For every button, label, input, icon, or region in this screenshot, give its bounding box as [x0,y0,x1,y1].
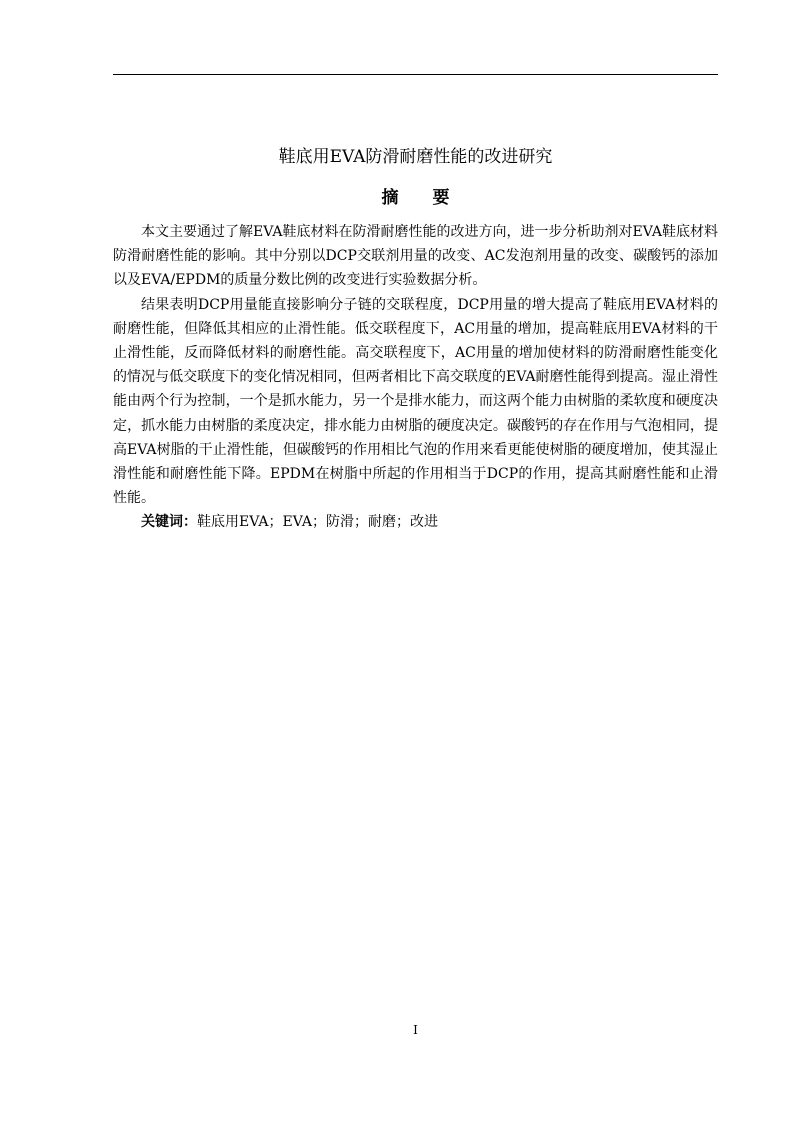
abstract-paragraph: 结果表明DCP用量能直接影响分子链的交联程度，DCP用量的增大提高了鞋底用EVA材料的耐磨性能，但降低其相应的止滑性能。低交联程度下，AC用量的增加，提高鞋底用EVA材料的干止滑性能，反而降低材料的耐磨性能。高交联程度下，AC用量的增加使材料的防滑耐磨性能变化的情况与低交联度下的变化情况相同，但两者相比下高交联度的EVA耐磨性能得到提高。湿止滑性能由两个行为控制，一个是抓水能力，另一个是排水能力，而这两个能力由树脂的柔软度和硬度决定，抓水能力由树脂的柔度决定，排水能力由树脂的硬度决定。碳酸钙的存在作用与气泡相同，提高EVA树脂的干止滑性能，但碳酸钙的作用相比气泡的作用来看更能使树脂的硬度增加，使其湿止滑性能和耐磨性能下降。EPDM在树脂中所起的作用相当于DCP的作用，提高其耐磨性能和止滑性能。 [113,296,718,507]
abstract-heading: 摘 要 [381,188,464,208]
paper-title: 鞋底用EVA防滑耐磨性能的改进研究 [278,147,553,167]
abstract-paragraph: 本文主要通过了解EVA鞋底材料在防滑耐磨性能的改进方向，进一步分析助剂对EVA鞋底材料防滑耐磨性能的影响。其中分别以DCP交联剂用量的改变、AC发泡剂用量的改变、碳酸钙的添加以及EVA/EPDM的质量分数比例的改变进行实验数据分析。 [113,224,718,289]
header-rule [113,74,718,75]
abstract-body [113,220,718,535]
page-number: I [413,1023,418,1037]
keywords-label: 关键词： [141,514,197,531]
keywords-line [113,510,718,534]
keywords-text: 鞋底用EVA；EVA；防滑；耐磨；改进 [197,514,438,531]
